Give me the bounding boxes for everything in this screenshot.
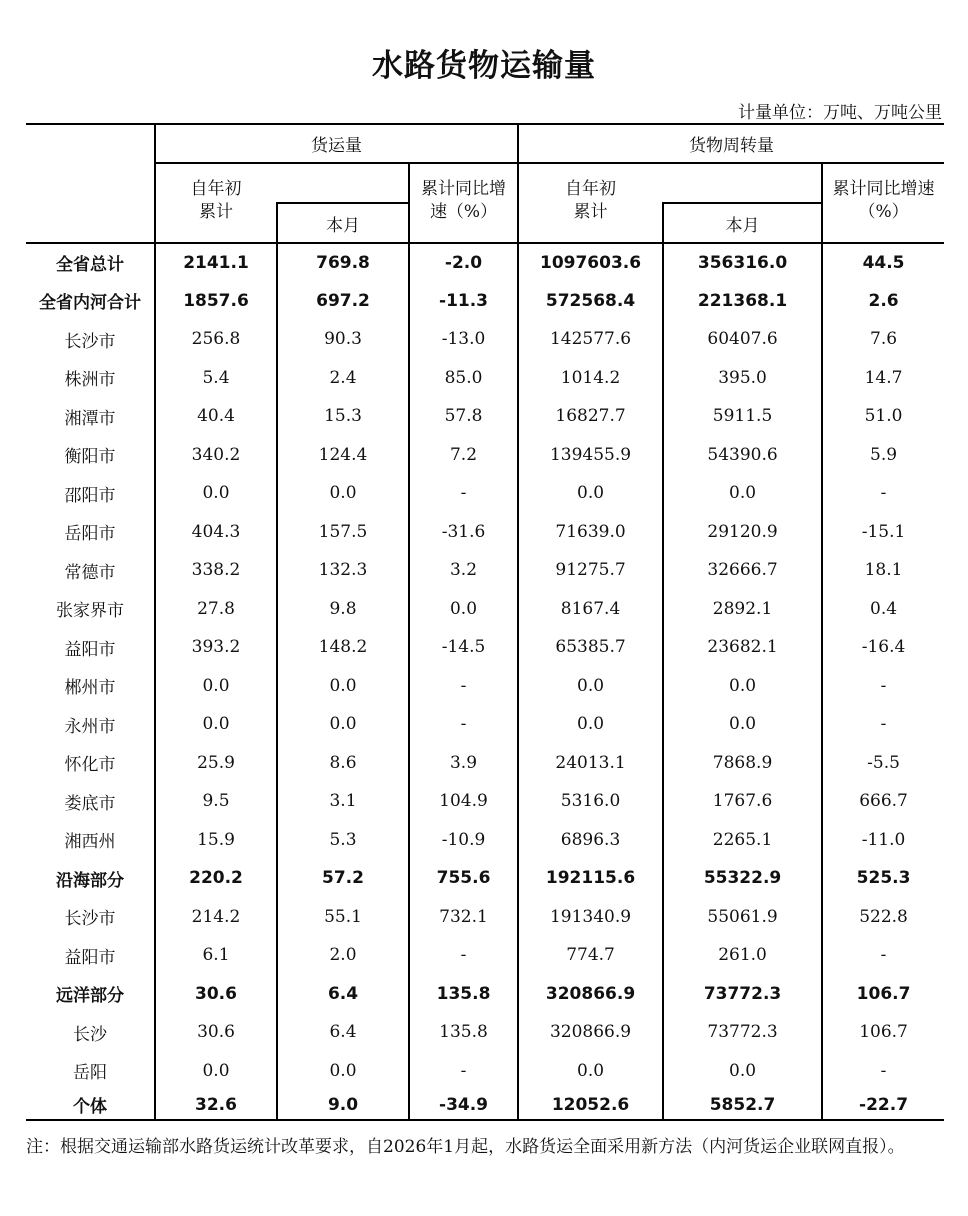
table-row [26, 898, 944, 937]
turnover-month-cell: 0.0 [663, 667, 822, 706]
cargo-yoy-cell: 104.9 [409, 782, 518, 821]
table-row [26, 359, 944, 398]
table-row [26, 859, 944, 898]
cargo-ytd-cell: 9.5 [155, 782, 277, 821]
cargo-ytd-cell: 0.0 [155, 474, 277, 513]
turnover-month-cell: 0.0 [663, 1052, 822, 1091]
turnover-month-cell: 73772.3 [663, 975, 822, 1014]
turnover-ytd-cell: 65385.7 [518, 628, 663, 667]
cargo-ytd-cell: 25.9 [155, 744, 277, 783]
table-row [26, 705, 944, 744]
cargo-ytd-cell: 393.2 [155, 628, 277, 667]
cargo-yoy-cell: 755.6 [409, 859, 518, 898]
cargo-yoy-cell: 57.8 [409, 397, 518, 436]
turnover-ytd-cell: 774.7 [518, 936, 663, 975]
cargo-ytd-cell: 15.9 [155, 821, 277, 860]
turnover-month-spacer [663, 163, 822, 203]
turnover-yoy-cell: 522.8 [822, 898, 944, 937]
turnover-yoy-cell: 44.5 [822, 243, 944, 282]
cargo-yoy-cell: -14.5 [409, 628, 518, 667]
cargo-ytd-cell: 0.0 [155, 705, 277, 744]
cargo-ytd-cell: 0.0 [155, 667, 277, 706]
cargo-ytd-cell: 214.2 [155, 898, 277, 937]
region-name-cell: 株洲市 [64, 370, 116, 391]
cargo-ytd-cell: 5.4 [155, 359, 277, 398]
turnover-yoy-cell: 525.3 [822, 859, 944, 898]
turnover-ytd-cell: 91275.7 [518, 551, 663, 590]
cargo-month-cell: 6.4 [277, 975, 409, 1014]
cargo-yoy-cell: 135.8 [409, 1013, 518, 1052]
table-row [26, 744, 944, 783]
cargo-ytd-cell: 0.0 [155, 1052, 277, 1091]
turnover-yoy-cell: 18.1 [822, 551, 944, 590]
data-table [26, 123, 944, 1121]
region-name-cell: 常德市 [64, 562, 116, 583]
region-name-cell: 郴州市 [64, 678, 116, 699]
turnover-month-cell: 54390.6 [663, 436, 822, 475]
cargo-month-cell: 148.2 [277, 628, 409, 667]
turnover-yoy-cell: 5.9 [822, 436, 944, 475]
cargo-yoy-cell: - [409, 936, 518, 975]
region-name-cell: 衡阳市 [64, 447, 116, 468]
cargo-yoy-cell: -31.6 [409, 513, 518, 552]
cargo-yoy-cell: 0.0 [409, 590, 518, 629]
turnover-month-cell: 23682.1 [663, 628, 822, 667]
turnover-month-cell: 5852.7 [663, 1090, 822, 1120]
turnover-ytd-cell: 8167.4 [518, 590, 663, 629]
turnover-month-cell: 1767.6 [663, 782, 822, 821]
turnover-ytd-cell: 320866.9 [518, 1013, 663, 1052]
cargo-ytd-cell: 404.3 [155, 513, 277, 552]
region-name-cell: 长沙市 [64, 909, 116, 930]
cargo-month-cell: 9.8 [277, 590, 409, 629]
cargo-yoy-cell: -11.3 [409, 282, 518, 321]
table-row [26, 936, 944, 975]
table-row [26, 667, 944, 706]
turnover-yoy-cell: 14.7 [822, 359, 944, 398]
cargo-yoy-header-text: 累计同比增 速（%） [421, 179, 507, 222]
turnover-ytd-header [518, 163, 663, 243]
turnover-month-cell: 73772.3 [663, 1013, 822, 1052]
region-name-cell: 沿海部分 [56, 870, 124, 891]
turnover-yoy-cell: - [822, 474, 944, 513]
turnover-month-header: 本月 [663, 203, 822, 243]
cargo-yoy-cell: -10.9 [409, 821, 518, 860]
cargo-yoy-cell: -2.0 [409, 243, 518, 282]
cargo-yoy-cell: 3.2 [409, 551, 518, 590]
region-name-cell: 湘潭市 [64, 408, 116, 429]
region-name-cell: 远洋部分 [56, 986, 124, 1007]
turnover-yoy-cell: - [822, 1052, 944, 1091]
cargo-month-cell: 0.0 [277, 667, 409, 706]
region-name-cell: 岳阳市 [64, 524, 116, 545]
region-name-cell: 全省内河合计 [39, 293, 141, 314]
cargo-month-cell: 132.3 [277, 551, 409, 590]
table-row [26, 590, 944, 629]
cargo-month-cell: 0.0 [277, 474, 409, 513]
turnover-header: 货物周转量 [518, 124, 944, 163]
turnover-ytd-cell: 0.0 [518, 667, 663, 706]
turnover-yoy-cell: -22.7 [822, 1090, 944, 1120]
turnover-ytd-cell: 139455.9 [518, 436, 663, 475]
cargo-ytd-cell: 40.4 [155, 397, 277, 436]
table-row [26, 474, 944, 513]
table-row [26, 821, 944, 860]
cargo-month-cell: 6.4 [277, 1013, 409, 1052]
turnover-yoy-cell: 106.7 [822, 975, 944, 1014]
turnover-ytd-cell: 12052.6 [518, 1090, 663, 1120]
cargo-month-cell: 3.1 [277, 782, 409, 821]
turnover-month-cell: 60407.6 [663, 320, 822, 359]
table-row [26, 513, 944, 552]
turnover-yoy-cell: 7.6 [822, 320, 944, 359]
turnover-yoy-cell: - [822, 705, 944, 744]
region-name-cell: 长沙 [73, 1024, 107, 1045]
table-row [26, 628, 944, 667]
turnover-month-cell: 29120.9 [663, 513, 822, 552]
cargo-ytd-cell: 256.8 [155, 320, 277, 359]
turnover-month-cell: 2892.1 [663, 590, 822, 629]
turnover-month-cell: 356316.0 [663, 243, 822, 282]
turnover-yoy-cell: - [822, 936, 944, 975]
turnover-yoy-cell: - [822, 667, 944, 706]
cargo-month-header: 本月 [277, 203, 409, 243]
turnover-month-cell: 0.0 [663, 705, 822, 744]
cargo-month-cell: 0.0 [277, 1052, 409, 1091]
turnover-month-cell: 55322.9 [663, 859, 822, 898]
cargo-ytd-header [155, 163, 277, 243]
cargo-ytd-header-text: 自年初 累计 [190, 179, 242, 222]
turnover-ytd-cell: 1014.2 [518, 359, 663, 398]
cargo-month-cell: 124.4 [277, 436, 409, 475]
footnote: 注：根据交通运输部水路货运统计改革要求，自2026年1月起，水路货运全面采用新方法（内河货运企业联网直报）。 [26, 1137, 905, 1157]
table-row [26, 243, 944, 282]
cargo-yoy-cell: - [409, 474, 518, 513]
region-name-cell: 岳阳 [73, 1063, 107, 1084]
turnover-yoy-cell: -16.4 [822, 628, 944, 667]
cargo-month-cell: 9.0 [277, 1090, 409, 1120]
page-title: 水路货物运输量 [372, 48, 596, 84]
turnover-ytd-header-text: 自年初 累计 [565, 179, 617, 222]
turnover-yoy-cell: 106.7 [822, 1013, 944, 1052]
cargo-yoy-cell: 3.9 [409, 744, 518, 783]
region-name-cell: 湘西州 [64, 832, 116, 853]
unit-label: 计量单位：万吨、万吨公里 [738, 103, 942, 123]
cargo-ytd-cell: 220.2 [155, 859, 277, 898]
turnover-month-cell: 7868.9 [663, 744, 822, 783]
turnover-ytd-cell: 142577.6 [518, 320, 663, 359]
cargo-month-cell: 157.5 [277, 513, 409, 552]
region-name-cell: 娄底市 [64, 793, 116, 814]
cargo-yoy-cell: - [409, 667, 518, 706]
region-name-cell: 个体 [26, 1090, 155, 1120]
cargo-month-cell: 57.2 [277, 859, 409, 898]
turnover-yoy-cell: -11.0 [822, 821, 944, 860]
cargo-month-cell: 2.4 [277, 359, 409, 398]
cargo-volume-header: 货运量 [155, 124, 518, 163]
cargo-month-cell: 55.1 [277, 898, 409, 937]
turnover-yoy-cell: 2.6 [822, 282, 944, 321]
turnover-month-cell: 5911.5 [663, 397, 822, 436]
region-name-cell: 邵阳市 [64, 485, 116, 506]
turnover-ytd-cell: 6896.3 [518, 821, 663, 860]
cargo-yoy-cell: -13.0 [409, 320, 518, 359]
table-row [26, 975, 944, 1014]
cargo-yoy-cell: 7.2 [409, 436, 518, 475]
cargo-month-cell: 697.2 [277, 282, 409, 321]
cargo-month-cell: 5.3 [277, 821, 409, 860]
turnover-month-cell: 55061.9 [663, 898, 822, 937]
turnover-ytd-cell: 191340.9 [518, 898, 663, 937]
table-row [26, 320, 944, 359]
table-row [26, 551, 944, 590]
cargo-ytd-cell: 340.2 [155, 436, 277, 475]
cargo-ytd-cell: 27.8 [155, 590, 277, 629]
cargo-ytd-cell: 1857.6 [155, 282, 277, 321]
region-name-cell: 长沙市 [64, 331, 116, 352]
cargo-month-spacer [277, 163, 409, 203]
cargo-yoy-cell: 85.0 [409, 359, 518, 398]
cargo-ytd-cell: 32.6 [155, 1090, 277, 1120]
turnover-ytd-cell: 192115.6 [518, 859, 663, 898]
turnover-month-cell: 221368.1 [663, 282, 822, 321]
turnover-ytd-cell: 320866.9 [518, 975, 663, 1014]
cargo-month-cell: 2.0 [277, 936, 409, 975]
turnover-ytd-cell: 1097603.6 [518, 243, 663, 282]
turnover-ytd-cell: 5316.0 [518, 782, 663, 821]
turnover-month-cell: 0.0 [663, 474, 822, 513]
region-name-cell: 益阳市 [64, 947, 116, 968]
turnover-yoy-header-text: 累计同比增速 （%） [832, 179, 935, 222]
cargo-yoy-cell: 732.1 [409, 898, 518, 937]
turnover-month-cell: 2265.1 [663, 821, 822, 860]
cargo-ytd-cell: 30.6 [155, 975, 277, 1014]
table-row [26, 1052, 944, 1091]
cargo-yoy-header [409, 163, 518, 243]
cargo-yoy-cell: -34.9 [409, 1090, 518, 1120]
cargo-ytd-cell: 30.6 [155, 1013, 277, 1052]
turnover-ytd-cell: 71639.0 [518, 513, 663, 552]
cargo-ytd-cell: 6.1 [155, 936, 277, 975]
turnover-ytd-cell: 16827.7 [518, 397, 663, 436]
region-header-cell [26, 124, 155, 243]
cargo-month-cell: 8.6 [277, 744, 409, 783]
cargo-month-cell: 0.0 [277, 705, 409, 744]
turnover-yoy-cell: 666.7 [822, 782, 944, 821]
region-name-cell: 全省总计 [56, 255, 124, 276]
region-name-cell: 怀化市 [64, 755, 116, 776]
table-row [26, 1090, 944, 1120]
cargo-yoy-cell: - [409, 1052, 518, 1091]
region-name-cell: 永州市 [64, 716, 116, 737]
turnover-yoy-cell: 51.0 [822, 397, 944, 436]
turnover-month-cell: 261.0 [663, 936, 822, 975]
turnover-month-cell: 395.0 [663, 359, 822, 398]
cargo-month-cell: 15.3 [277, 397, 409, 436]
region-name-cell: 张家界市 [56, 601, 124, 622]
cargo-month-cell: 769.8 [277, 243, 409, 282]
table-row [26, 282, 944, 321]
cargo-month-cell: 90.3 [277, 320, 409, 359]
turnover-ytd-cell: 24013.1 [518, 744, 663, 783]
cargo-yoy-cell: 135.8 [409, 975, 518, 1014]
turnover-ytd-cell: 0.0 [518, 474, 663, 513]
cargo-ytd-cell: 338.2 [155, 551, 277, 590]
turnover-yoy-cell: -5.5 [822, 744, 944, 783]
turnover-ytd-cell: 0.0 [518, 1052, 663, 1091]
table-row [26, 782, 944, 821]
table-row [26, 397, 944, 436]
table-body [26, 243, 944, 1120]
turnover-yoy-header [822, 163, 944, 243]
cargo-ytd-cell: 2141.1 [155, 243, 277, 282]
cargo-yoy-cell: - [409, 705, 518, 744]
turnover-yoy-cell: -15.1 [822, 513, 944, 552]
turnover-month-cell: 32666.7 [663, 551, 822, 590]
table-row [26, 1013, 944, 1052]
turnover-ytd-cell: 0.0 [518, 705, 663, 744]
turnover-ytd-cell: 572568.4 [518, 282, 663, 321]
table-row [26, 436, 944, 475]
turnover-yoy-cell: 0.4 [822, 590, 944, 629]
region-name-cell: 益阳市 [64, 639, 116, 660]
